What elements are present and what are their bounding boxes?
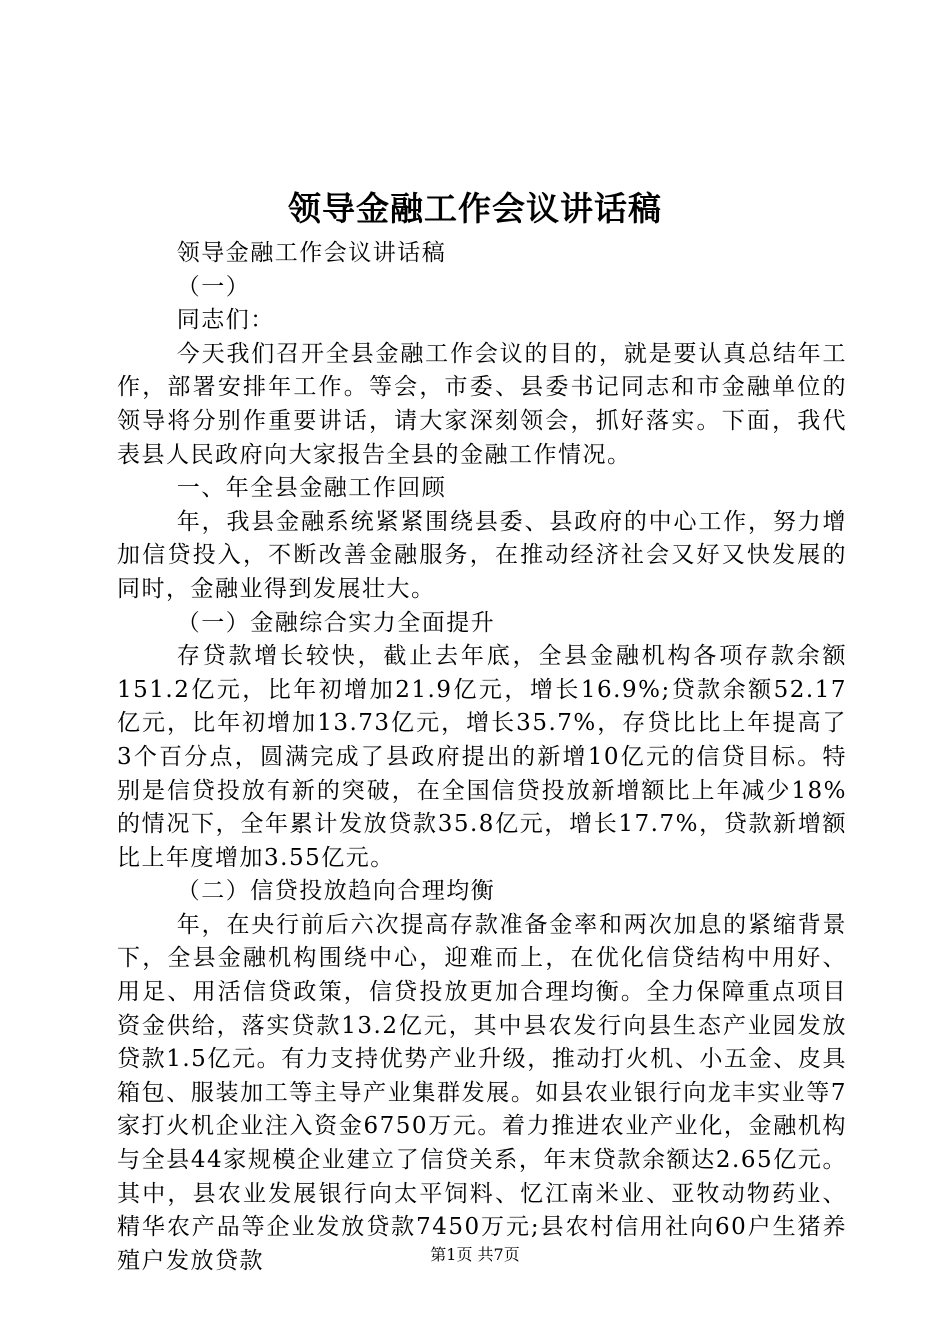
paragraph-subtitle: 领导金融工作会议讲话稿 (176, 240, 447, 266)
subsection-heading-2: （二）信贷投放趋向合理均衡 (176, 878, 496, 905)
paragraph-opening: 今天我们召开全县金融工作会议的目的，就是要认真总结年工作，部署安排年工作。等会，市委、县委书记同志和市金融单位的领导将分别作重要讲话，请大家深刻领会，抓好落实。下面，我代表县人民政府向大家报告全县的金融工作情况。 (117, 340, 847, 468)
section-heading-review: 一、年全县金融工作回顾 (176, 475, 447, 502)
document-title: 领导金融工作会议讲话稿 (288, 189, 662, 228)
paragraph-section-number: （一） (176, 273, 251, 300)
paragraph-review-intro: 年，我县金融系统紧紧围绕县委、县政府的中心工作，努力增加信贷投入，不断改善金融服务，在推动经济社会又好又快发展的同时，金融业得到发展壮大。 (117, 508, 847, 602)
page-footer: 第1页 共7页 (430, 1245, 520, 1264)
subsection-heading-1: （一）金融综合实力全面提升 (176, 609, 496, 636)
paragraph-salutation: 同志们： (176, 307, 275, 334)
document-body (117, 237, 847, 1278)
paragraph-credit-allocation: 年，在央行前后六次提高存款准备金率和两次加息的紧缩背景下，全县金融机构围绕中心，迎难而上，在优化信贷结构中用好、用足、用活信贷政策，信贷投放更加合理均衡。全力保障重点项目资金供给，落实贷款13.2亿元，其中县农发行向县生态产业园发放贷款1.5亿元。有力支持优势产业升级，推动打火机、小五金、皮具箱包、服装加工等主导产业集群发展。如县农业银行向龙丰实业等7家打火机企业注入资金6750万元。着力推进农业产业化，金融机构与全县44家规模企业建立了信贷关系，年末贷款余额达2.65亿元。其中，县农业发展银行向太平饲料、忆江南米业、亚牧动物药业、精华农产品等企业发放贷款7450万元;县农村信用社向60户生猪养殖户发放贷款 (117, 911, 847, 1274)
paragraph-deposits-loans: 存贷款增长较快，截止去年底，全县金融机构各项存款余额151.2亿元，比年初增加21.9亿元，增长16.9%;贷款余额52.17亿元，比年初增加13.73亿元，增长35.7%，存贷比比上年提高了3个百分点，圆满完成了县政府提出的新增10亿元的信贷目标。特别是信贷投放有新的突破，在全国信贷投放新增额比上年减少18%的情况下，全年累计发放贷款35.8亿元，增长17.7%，贷款新增额比上年度增加3.55亿元。 (117, 643, 847, 871)
